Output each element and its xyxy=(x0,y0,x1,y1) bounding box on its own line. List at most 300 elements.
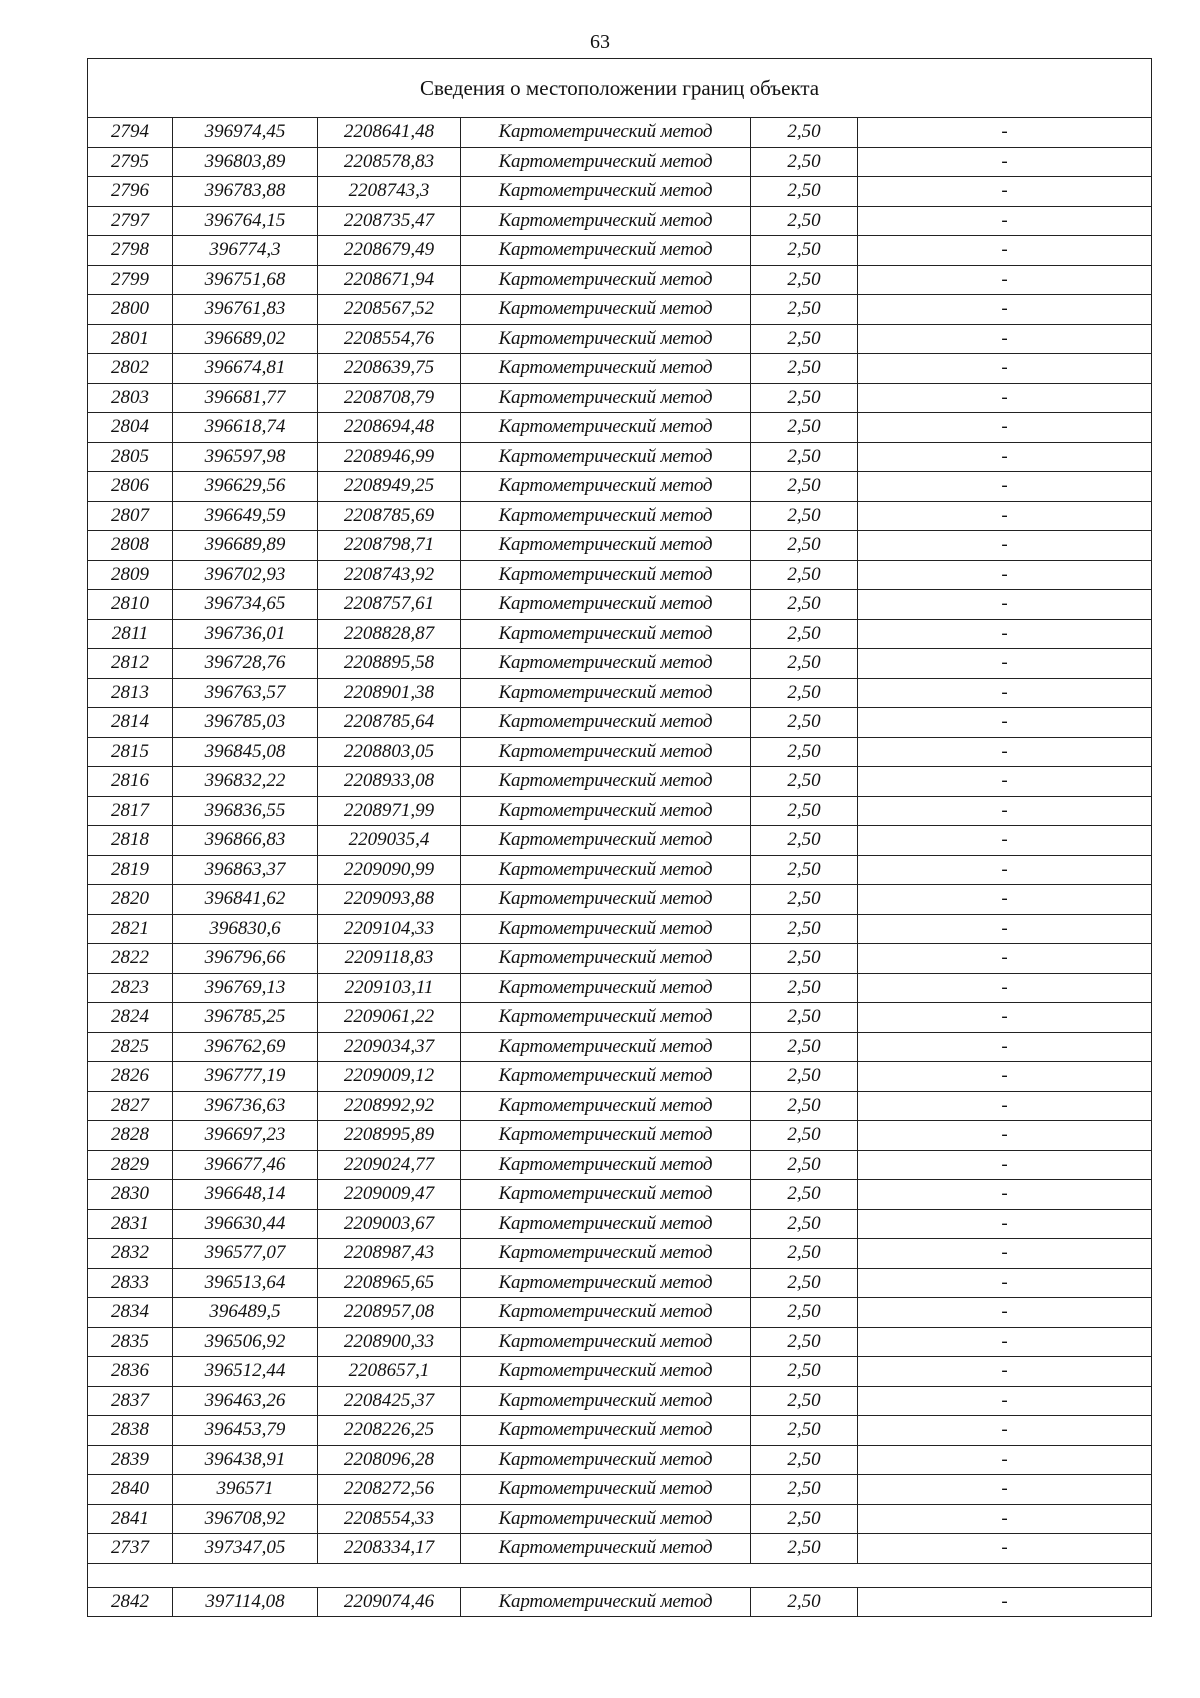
accuracy-cell: 2,50 xyxy=(751,383,858,413)
note-cell: - xyxy=(858,1327,1152,1357)
accuracy-cell: 2,50 xyxy=(751,324,858,354)
x-coordinate-cell: 396761,83 xyxy=(173,295,318,325)
accuracy-cell: 2,50 xyxy=(751,973,858,1003)
table-title: Сведения о местоположении границ объекта xyxy=(88,59,1152,118)
point-number-cell: 2834 xyxy=(88,1298,173,1328)
table-body-after-gap xyxy=(88,1587,1152,1617)
point-number-cell: 2808 xyxy=(88,531,173,561)
x-coordinate-cell: 396708,92 xyxy=(173,1504,318,1534)
point-number-cell: 2839 xyxy=(88,1445,173,1475)
point-number-cell: 2800 xyxy=(88,295,173,325)
point-number-cell: 2817 xyxy=(88,796,173,826)
y-coordinate-cell: 2209034,37 xyxy=(318,1032,461,1062)
accuracy-cell: 2,50 xyxy=(751,1121,858,1151)
method-cell: Картометрический метод xyxy=(461,1298,751,1328)
accuracy-cell: 2,50 xyxy=(751,678,858,708)
x-coordinate-cell: 396777,19 xyxy=(173,1062,318,1092)
note-cell: - xyxy=(858,1357,1152,1387)
table-body xyxy=(88,118,1152,1588)
x-coordinate-cell: 396681,77 xyxy=(173,383,318,413)
accuracy-cell: 2,50 xyxy=(751,1062,858,1092)
x-coordinate-cell: 396764,15 xyxy=(173,206,318,236)
x-coordinate-cell: 396689,02 xyxy=(173,324,318,354)
note-cell: - xyxy=(858,1268,1152,1298)
y-coordinate-cell: 2209003,67 xyxy=(318,1209,461,1239)
accuracy-cell: 2,50 xyxy=(751,206,858,236)
accuracy-cell: 2,50 xyxy=(751,1445,858,1475)
table-row xyxy=(88,855,1152,885)
table-row xyxy=(88,118,1152,148)
point-number-cell: 2814 xyxy=(88,708,173,738)
point-number-cell: 2827 xyxy=(88,1091,173,1121)
x-coordinate-cell: 396785,25 xyxy=(173,1003,318,1033)
point-number-cell: 2830 xyxy=(88,1180,173,1210)
point-number-cell: 2805 xyxy=(88,442,173,472)
y-coordinate-cell: 2209061,22 xyxy=(318,1003,461,1033)
point-number-cell: 2803 xyxy=(88,383,173,413)
table-row xyxy=(88,619,1152,649)
note-cell: - xyxy=(858,413,1152,443)
method-cell: Картометрический метод xyxy=(461,1032,751,1062)
x-coordinate-cell: 396513,64 xyxy=(173,1268,318,1298)
note-cell: - xyxy=(858,177,1152,207)
accuracy-cell: 2,50 xyxy=(751,1504,858,1534)
method-cell: Картометрический метод xyxy=(461,1121,751,1151)
method-cell: Картометрический метод xyxy=(461,1180,751,1210)
y-coordinate-cell: 2208933,08 xyxy=(318,767,461,797)
accuracy-cell: 2,50 xyxy=(751,1357,858,1387)
x-coordinate-cell: 396506,92 xyxy=(173,1327,318,1357)
table-row xyxy=(88,708,1152,738)
point-number-cell: 2841 xyxy=(88,1504,173,1534)
table-row xyxy=(88,1150,1152,1180)
x-coordinate-cell: 396648,14 xyxy=(173,1180,318,1210)
accuracy-cell: 2,50 xyxy=(751,1003,858,1033)
method-cell: Картометрический метод xyxy=(461,324,751,354)
method-cell: Картометрический метод xyxy=(461,767,751,797)
point-number-cell: 2829 xyxy=(88,1150,173,1180)
note-cell: - xyxy=(858,354,1152,384)
accuracy-cell: 2,50 xyxy=(751,1475,858,1505)
note-cell: - xyxy=(858,885,1152,915)
accuracy-cell: 2,50 xyxy=(751,1239,858,1269)
note-cell: - xyxy=(858,708,1152,738)
table-row xyxy=(88,383,1152,413)
y-coordinate-cell: 2208900,33 xyxy=(318,1327,461,1357)
accuracy-cell: 2,50 xyxy=(751,1587,858,1617)
table-row xyxy=(88,265,1152,295)
note-cell: - xyxy=(858,1445,1152,1475)
y-coordinate-cell: 2208757,61 xyxy=(318,590,461,620)
x-coordinate-cell: 396618,74 xyxy=(173,413,318,443)
method-cell: Картометрический метод xyxy=(461,649,751,679)
table-row xyxy=(88,236,1152,266)
table-row xyxy=(88,1587,1152,1617)
method-cell: Картометрический метод xyxy=(461,1534,751,1564)
x-coordinate-cell: 396763,57 xyxy=(173,678,318,708)
accuracy-cell: 2,50 xyxy=(751,531,858,561)
table-row xyxy=(88,147,1152,177)
point-number-cell: 2838 xyxy=(88,1416,173,1446)
x-coordinate-cell: 396438,91 xyxy=(173,1445,318,1475)
boundary-coordinates-table xyxy=(87,58,1152,1617)
table-row xyxy=(88,944,1152,974)
accuracy-cell: 2,50 xyxy=(751,295,858,325)
method-cell: Картометрический метод xyxy=(461,1091,751,1121)
point-number-cell: 2815 xyxy=(88,737,173,767)
point-number-cell: 2826 xyxy=(88,1062,173,1092)
method-cell: Картометрический метод xyxy=(461,531,751,561)
table-row xyxy=(88,796,1152,826)
x-coordinate-cell: 396783,88 xyxy=(173,177,318,207)
separator-cell xyxy=(88,1563,1152,1587)
note-cell: - xyxy=(858,590,1152,620)
y-coordinate-cell: 2208334,17 xyxy=(318,1534,461,1564)
point-number-cell: 2810 xyxy=(88,590,173,620)
accuracy-cell: 2,50 xyxy=(751,1416,858,1446)
y-coordinate-cell: 2209093,88 xyxy=(318,885,461,915)
y-coordinate-cell: 2208946,99 xyxy=(318,442,461,472)
table-row xyxy=(88,1416,1152,1446)
method-cell: Картометрический метод xyxy=(461,501,751,531)
y-coordinate-cell: 2209009,12 xyxy=(318,1062,461,1092)
table-row xyxy=(88,1091,1152,1121)
point-number-cell: 2801 xyxy=(88,324,173,354)
point-number-cell: 2836 xyxy=(88,1357,173,1387)
y-coordinate-cell: 2208803,05 xyxy=(318,737,461,767)
point-number-cell: 2811 xyxy=(88,619,173,649)
note-cell: - xyxy=(858,442,1152,472)
table-row xyxy=(88,206,1152,236)
accuracy-cell: 2,50 xyxy=(751,619,858,649)
x-coordinate-cell: 396697,23 xyxy=(173,1121,318,1151)
point-number-cell: 2816 xyxy=(88,767,173,797)
x-coordinate-cell: 396674,81 xyxy=(173,354,318,384)
x-coordinate-cell: 396845,08 xyxy=(173,737,318,767)
accuracy-cell: 2,50 xyxy=(751,1268,858,1298)
table-row xyxy=(88,1268,1152,1298)
point-number-cell: 2819 xyxy=(88,855,173,885)
accuracy-cell: 2,50 xyxy=(751,560,858,590)
note-cell: - xyxy=(858,236,1152,266)
note-cell: - xyxy=(858,767,1152,797)
y-coordinate-cell: 2208828,87 xyxy=(318,619,461,649)
note-cell: - xyxy=(858,678,1152,708)
method-cell: Картометрический метод xyxy=(461,1357,751,1387)
method-cell: Картометрический метод xyxy=(461,472,751,502)
accuracy-cell: 2,50 xyxy=(751,826,858,856)
method-cell: Картометрический метод xyxy=(461,1239,751,1269)
table-row xyxy=(88,531,1152,561)
separator-row xyxy=(88,1563,1152,1587)
table-row xyxy=(88,1121,1152,1151)
x-coordinate-cell: 396841,62 xyxy=(173,885,318,915)
accuracy-cell: 2,50 xyxy=(751,1298,858,1328)
note-cell: - xyxy=(858,826,1152,856)
note-cell: - xyxy=(858,472,1152,502)
x-coordinate-cell: 396677,46 xyxy=(173,1150,318,1180)
table-row xyxy=(88,1180,1152,1210)
method-cell: Картометрический метод xyxy=(461,826,751,856)
note-cell: - xyxy=(858,796,1152,826)
table-row xyxy=(88,914,1152,944)
note-cell: - xyxy=(858,1121,1152,1151)
table-row xyxy=(88,1357,1152,1387)
accuracy-cell: 2,50 xyxy=(751,472,858,502)
y-coordinate-cell: 2208679,49 xyxy=(318,236,461,266)
method-cell: Картометрический метод xyxy=(461,678,751,708)
point-number-cell: 2828 xyxy=(88,1121,173,1151)
y-coordinate-cell: 2208425,37 xyxy=(318,1386,461,1416)
method-cell: Картометрический метод xyxy=(461,619,751,649)
note-cell: - xyxy=(858,1032,1152,1062)
x-coordinate-cell: 396571 xyxy=(173,1475,318,1505)
point-number-cell: 2796 xyxy=(88,177,173,207)
x-coordinate-cell: 396734,65 xyxy=(173,590,318,620)
y-coordinate-cell: 2208708,79 xyxy=(318,383,461,413)
method-cell: Картометрический метод xyxy=(461,354,751,384)
table-row xyxy=(88,1298,1152,1328)
table-row xyxy=(88,324,1152,354)
x-coordinate-cell: 396796,66 xyxy=(173,944,318,974)
accuracy-cell: 2,50 xyxy=(751,1180,858,1210)
y-coordinate-cell: 2209103,11 xyxy=(318,973,461,1003)
point-number-cell: 2831 xyxy=(88,1209,173,1239)
x-coordinate-cell: 397114,08 xyxy=(173,1587,318,1617)
accuracy-cell: 2,50 xyxy=(751,1534,858,1564)
note-cell: - xyxy=(858,383,1152,413)
method-cell: Картометрический метод xyxy=(461,295,751,325)
point-number-cell: 2813 xyxy=(88,678,173,708)
method-cell: Картометрический метод xyxy=(461,236,751,266)
note-cell: - xyxy=(858,1534,1152,1564)
x-coordinate-cell: 396463,26 xyxy=(173,1386,318,1416)
point-number-cell: 2840 xyxy=(88,1475,173,1505)
point-number-cell: 2812 xyxy=(88,649,173,679)
y-coordinate-cell: 2209090,99 xyxy=(318,855,461,885)
y-coordinate-cell: 2208671,94 xyxy=(318,265,461,295)
method-cell: Картометрический метод xyxy=(461,177,751,207)
x-coordinate-cell: 396974,45 xyxy=(173,118,318,148)
y-coordinate-cell: 2208949,25 xyxy=(318,472,461,502)
point-number-cell: 2737 xyxy=(88,1534,173,1564)
y-coordinate-cell: 2208657,1 xyxy=(318,1357,461,1387)
method-cell: Картометрический метод xyxy=(461,737,751,767)
x-coordinate-cell: 396863,37 xyxy=(173,855,318,885)
method-cell: Картометрический метод xyxy=(461,885,751,915)
table-row xyxy=(88,885,1152,915)
x-coordinate-cell: 397347,05 xyxy=(173,1534,318,1564)
point-number-cell: 2798 xyxy=(88,236,173,266)
note-cell: - xyxy=(858,1209,1152,1239)
method-cell: Картометрический метод xyxy=(461,118,751,148)
accuracy-cell: 2,50 xyxy=(751,1032,858,1062)
x-coordinate-cell: 396649,59 xyxy=(173,501,318,531)
point-number-cell: 2818 xyxy=(88,826,173,856)
point-number-cell: 2824 xyxy=(88,1003,173,1033)
y-coordinate-cell: 2208554,33 xyxy=(318,1504,461,1534)
method-cell: Картометрический метод xyxy=(461,1416,751,1446)
method-cell: Картометрический метод xyxy=(461,265,751,295)
accuracy-cell: 2,50 xyxy=(751,708,858,738)
point-number-cell: 2825 xyxy=(88,1032,173,1062)
note-cell: - xyxy=(858,1587,1152,1617)
method-cell: Картометрический метод xyxy=(461,206,751,236)
accuracy-cell: 2,50 xyxy=(751,885,858,915)
y-coordinate-cell: 2208957,08 xyxy=(318,1298,461,1328)
method-cell: Картометрический метод xyxy=(461,442,751,472)
x-coordinate-cell: 396577,07 xyxy=(173,1239,318,1269)
x-coordinate-cell: 396512,44 xyxy=(173,1357,318,1387)
table-row xyxy=(88,1032,1152,1062)
note-cell: - xyxy=(858,649,1152,679)
y-coordinate-cell: 2209104,33 xyxy=(318,914,461,944)
table-row xyxy=(88,472,1152,502)
y-coordinate-cell: 2208578,83 xyxy=(318,147,461,177)
table-row xyxy=(88,1327,1152,1357)
method-cell: Картометрический метод xyxy=(461,147,751,177)
point-number-cell: 2823 xyxy=(88,973,173,1003)
x-coordinate-cell: 396630,44 xyxy=(173,1209,318,1239)
table-row xyxy=(88,442,1152,472)
table-row xyxy=(88,1209,1152,1239)
note-cell: - xyxy=(858,1239,1152,1269)
y-coordinate-cell: 2208735,47 xyxy=(318,206,461,236)
note-cell: - xyxy=(858,973,1152,1003)
table-row xyxy=(88,767,1152,797)
accuracy-cell: 2,50 xyxy=(751,855,858,885)
note-cell: - xyxy=(858,265,1152,295)
accuracy-cell: 2,50 xyxy=(751,1209,858,1239)
method-cell: Картометрический метод xyxy=(461,944,751,974)
method-cell: Картометрический метод xyxy=(461,1445,751,1475)
note-cell: - xyxy=(858,1386,1152,1416)
accuracy-cell: 2,50 xyxy=(751,177,858,207)
note-cell: - xyxy=(858,1003,1152,1033)
table-row xyxy=(88,1504,1152,1534)
table-title-row xyxy=(88,59,1152,118)
x-coordinate-cell: 396736,63 xyxy=(173,1091,318,1121)
method-cell: Картометрический метод xyxy=(461,560,751,590)
accuracy-cell: 2,50 xyxy=(751,649,858,679)
note-cell: - xyxy=(858,501,1152,531)
point-number-cell: 2835 xyxy=(88,1327,173,1357)
y-coordinate-cell: 2209024,77 xyxy=(318,1150,461,1180)
note-cell: - xyxy=(858,1504,1152,1534)
note-cell: - xyxy=(858,206,1152,236)
x-coordinate-cell: 396489,5 xyxy=(173,1298,318,1328)
y-coordinate-cell: 2209035,4 xyxy=(318,826,461,856)
accuracy-cell: 2,50 xyxy=(751,413,858,443)
table-row xyxy=(88,1239,1152,1269)
accuracy-cell: 2,50 xyxy=(751,501,858,531)
accuracy-cell: 2,50 xyxy=(751,147,858,177)
method-cell: Картометрический метод xyxy=(461,1003,751,1033)
method-cell: Картометрический метод xyxy=(461,383,751,413)
point-number-cell: 2809 xyxy=(88,560,173,590)
y-coordinate-cell: 2208992,92 xyxy=(318,1091,461,1121)
note-cell: - xyxy=(858,619,1152,649)
note-cell: - xyxy=(858,324,1152,354)
x-coordinate-cell: 396629,56 xyxy=(173,472,318,502)
y-coordinate-cell: 2208895,58 xyxy=(318,649,461,679)
point-number-cell: 2794 xyxy=(88,118,173,148)
y-coordinate-cell: 2208226,25 xyxy=(318,1416,461,1446)
y-coordinate-cell: 2208096,28 xyxy=(318,1445,461,1475)
table-row xyxy=(88,295,1152,325)
table-row xyxy=(88,354,1152,384)
note-cell: - xyxy=(858,944,1152,974)
y-coordinate-cell: 2208995,89 xyxy=(318,1121,461,1151)
table-row xyxy=(88,560,1152,590)
table-row xyxy=(88,413,1152,443)
method-cell: Картометрический метод xyxy=(461,708,751,738)
note-cell: - xyxy=(858,1475,1152,1505)
x-coordinate-cell: 396736,01 xyxy=(173,619,318,649)
table-row xyxy=(88,649,1152,679)
accuracy-cell: 2,50 xyxy=(751,1091,858,1121)
point-number-cell: 2837 xyxy=(88,1386,173,1416)
y-coordinate-cell: 2208743,92 xyxy=(318,560,461,590)
y-coordinate-cell: 2208743,3 xyxy=(318,177,461,207)
note-cell: - xyxy=(858,560,1152,590)
x-coordinate-cell: 396785,03 xyxy=(173,708,318,738)
x-coordinate-cell: 396702,93 xyxy=(173,560,318,590)
table-row xyxy=(88,1445,1152,1475)
note-cell: - xyxy=(858,295,1152,325)
point-number-cell: 2806 xyxy=(88,472,173,502)
x-coordinate-cell: 396728,76 xyxy=(173,649,318,679)
table-row xyxy=(88,1475,1152,1505)
method-cell: Картометрический метод xyxy=(461,1327,751,1357)
accuracy-cell: 2,50 xyxy=(751,737,858,767)
x-coordinate-cell: 396453,79 xyxy=(173,1416,318,1446)
point-number-cell: 2797 xyxy=(88,206,173,236)
x-coordinate-cell: 396762,69 xyxy=(173,1032,318,1062)
point-number-cell: 2804 xyxy=(88,413,173,443)
y-coordinate-cell: 2208567,52 xyxy=(318,295,461,325)
y-coordinate-cell: 2208641,48 xyxy=(318,118,461,148)
point-number-cell: 2807 xyxy=(88,501,173,531)
table-row xyxy=(88,501,1152,531)
note-cell: - xyxy=(858,531,1152,561)
method-cell: Картометрический метод xyxy=(461,1150,751,1180)
y-coordinate-cell: 2208965,65 xyxy=(318,1268,461,1298)
y-coordinate-cell: 2208785,64 xyxy=(318,708,461,738)
point-number-cell: 2802 xyxy=(88,354,173,384)
accuracy-cell: 2,50 xyxy=(751,1386,858,1416)
method-cell: Картометрический метод xyxy=(461,1587,751,1617)
table-row xyxy=(88,1386,1152,1416)
point-number-cell: 2795 xyxy=(88,147,173,177)
y-coordinate-cell: 2209009,47 xyxy=(318,1180,461,1210)
method-cell: Картометрический метод xyxy=(461,1209,751,1239)
method-cell: Картометрический метод xyxy=(461,590,751,620)
point-number-cell: 2821 xyxy=(88,914,173,944)
note-cell: - xyxy=(858,914,1152,944)
method-cell: Картометрический метод xyxy=(461,914,751,944)
table-row xyxy=(88,973,1152,1003)
method-cell: Картометрический метод xyxy=(461,1268,751,1298)
x-coordinate-cell: 396769,13 xyxy=(173,973,318,1003)
table-row xyxy=(88,737,1152,767)
method-cell: Картометрический метод xyxy=(461,855,751,885)
note-cell: - xyxy=(858,737,1152,767)
x-coordinate-cell: 396836,55 xyxy=(173,796,318,826)
method-cell: Картометрический метод xyxy=(461,1504,751,1534)
y-coordinate-cell: 2208971,99 xyxy=(318,796,461,826)
accuracy-cell: 2,50 xyxy=(751,442,858,472)
